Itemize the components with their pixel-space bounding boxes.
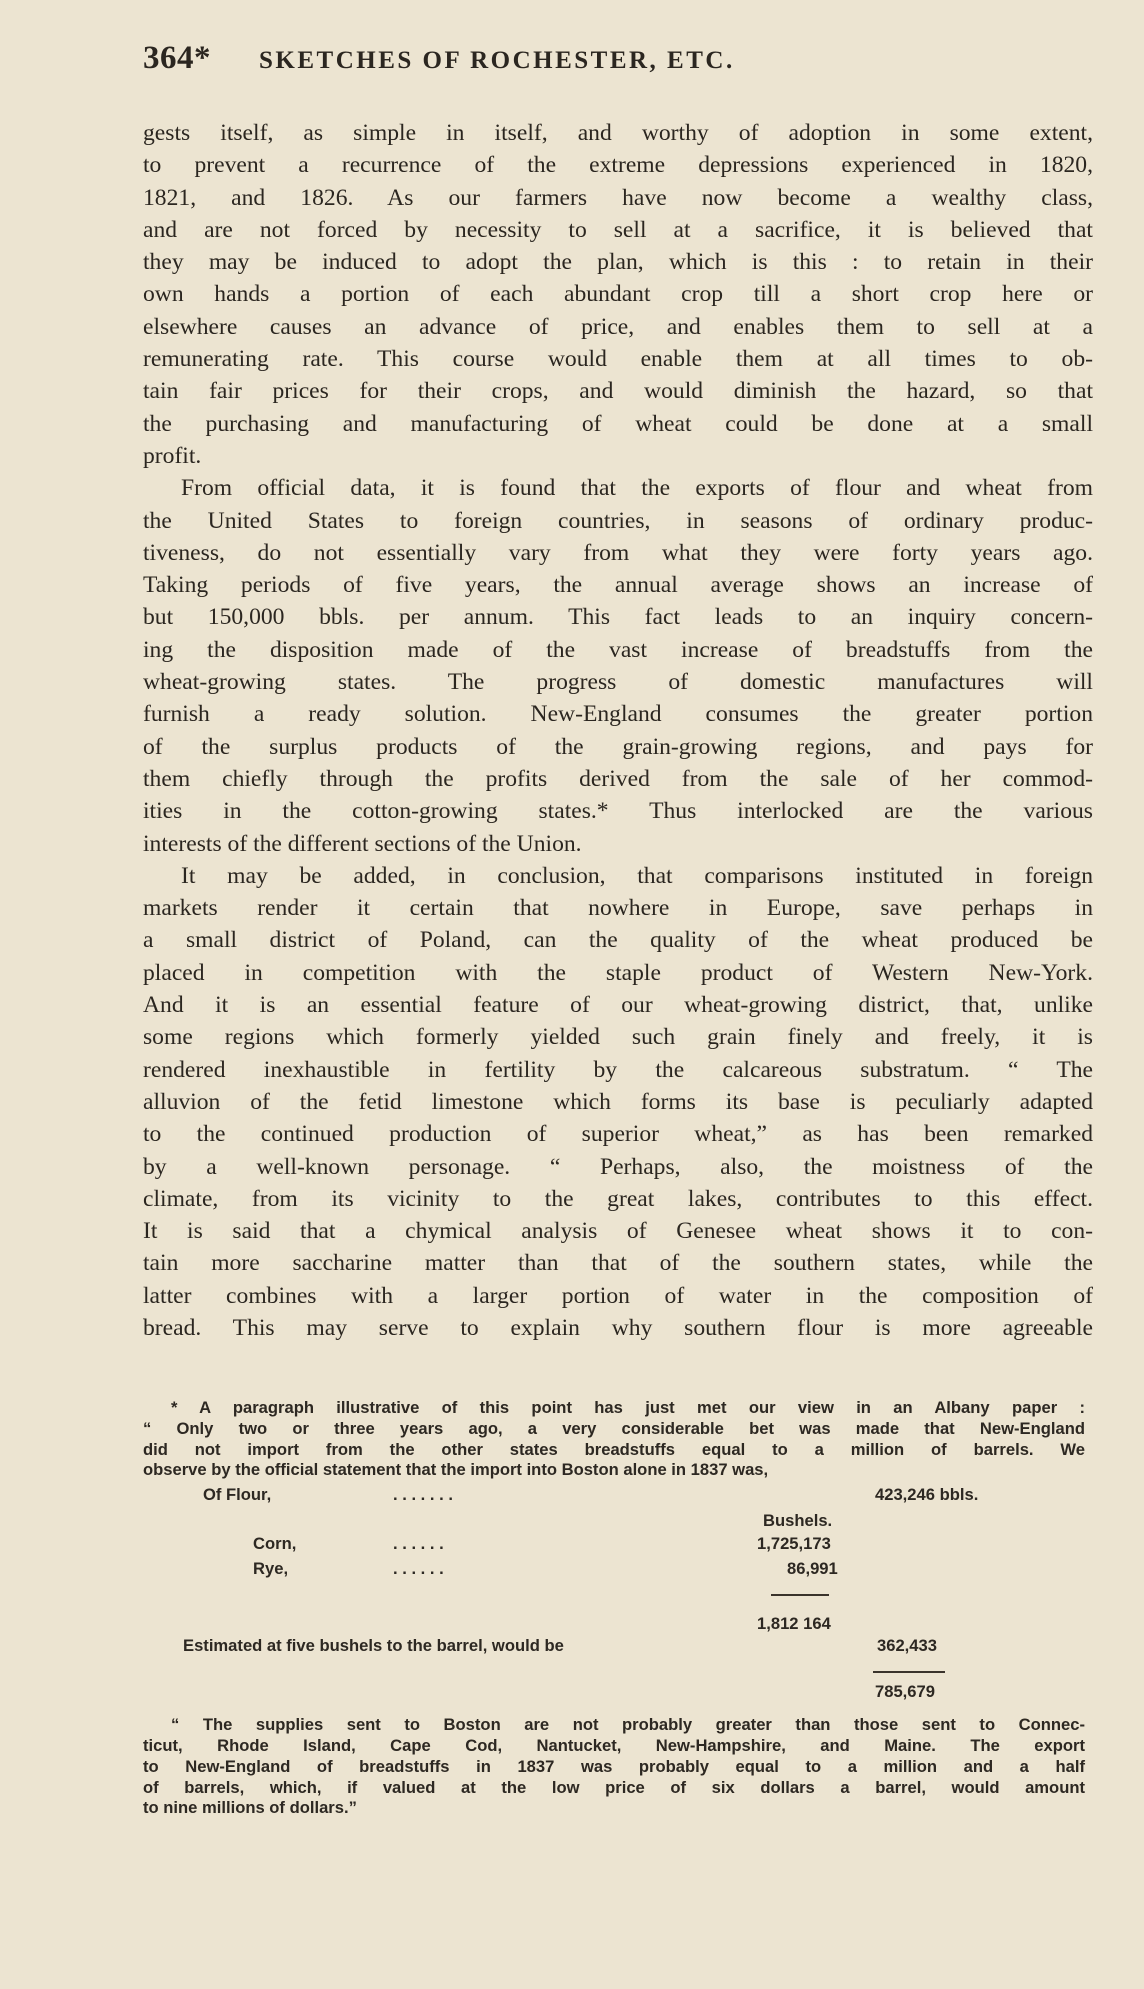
text-line: elsewhere causes an advance of price, and enables them to sell at a <box>143 313 1093 340</box>
footnote-line: * A paragraph illustrative of this point has just met our view in an Albany paper : <box>171 1398 1085 1417</box>
rye-label: Rye, <box>253 1559 289 1579</box>
footnote-line: did not import from the other states breadstuffs equal to a million of barrels. We <box>143 1439 1085 1459</box>
text-line: climate, from its vicinity to the great lakes, contributes to this effect. <box>143 1185 1093 1212</box>
text-line: the United States to foreign countries, in seasons of ordinary produc- <box>143 507 1093 534</box>
text-line: tiveness, do not essentially vary from what they were forty years ago. <box>143 539 1093 566</box>
text-line: 1821, and 1826. As our farmers have now become a wealthy class, <box>143 184 1093 211</box>
text-line: a small district of Poland, can the quality of the wheat produced be <box>143 927 1093 954</box>
text-line: ing the disposition made of the vast increase of breadstuffs from the <box>143 636 1093 663</box>
rye-leader-dots: . . . . . . <box>393 1559 444 1579</box>
text-line: own hands a portion of each abundant crop till a short crop here or <box>143 281 1093 308</box>
text-line: to the continued production of superior wheat,” as has been remarked <box>143 1121 1093 1148</box>
text-line: gests itself, as simple in itself, and worthy of adoption in some extent, <box>143 120 1093 146</box>
text-line: latter combines with a larger portion of water in the composition of <box>143 1282 1093 1309</box>
flour-leader-dots: . . . . . . . <box>393 1485 453 1505</box>
corn-value: 1,725,173 <box>757 1534 831 1554</box>
text-line: but 150,000 bbls. per annum. This fact leads to an inquiry concern- <box>143 604 1093 631</box>
text-line: profit. <box>143 442 202 469</box>
corn-leader-dots: . . . . . . <box>393 1534 444 1554</box>
text-line: some regions which formerly yielded such grain finely and freely, it is <box>143 1024 1093 1051</box>
text-line: and are not forced by necessity to sell at a sacrifice, it is believed that <box>143 216 1093 243</box>
flour-value: 423,246 bbls. <box>875 1485 979 1505</box>
rye-value: 86,991 <box>787 1559 838 1579</box>
text-line: the purchasing and manufacturing of wheat could be done at a small <box>143 410 1093 437</box>
corn-label: Corn, <box>253 1534 297 1554</box>
grand-total: 785,679 <box>875 1682 935 1702</box>
page-number: 364* <box>143 40 211 76</box>
footnote-line: “ The supplies sent to Boston are not probably greater than those sent to Connec- <box>171 1715 1085 1735</box>
import-table <box>143 1481 1085 1741</box>
footnote-line: “ Only two or three years ago, a very considerable bet was made that New-England <box>143 1418 1085 1438</box>
text-line: And it is an essential feature of our wheat-growing district, that, unlike <box>143 992 1093 1019</box>
text-line: ities in the cotton-growing states.* Thus interlocked are the various <box>143 798 1093 825</box>
page-header <box>143 40 1093 90</box>
footnote <box>143 1398 1085 1819</box>
footnote-line: of barrels, which, if valued at the low price of six dollars a barrel, would amount <box>143 1777 1085 1797</box>
text-line: It is said that a chymical analysis of Genesee wheat shows it to con- <box>143 1218 1093 1245</box>
text-line: to prevent a recurrence of the extreme depressions experienced in 1820, <box>143 152 1093 179</box>
estimate-value: 362,433 <box>877 1636 937 1656</box>
text-line: wheat-growing states. The progress of domestic manufactures will <box>143 669 1093 696</box>
bushels-total: 1,812 164 <box>757 1614 831 1634</box>
estimate-label: Estimated at five bushels to the barrel, would be <box>183 1636 564 1656</box>
text-line: bread. This may serve to explain why southern flour is more agreeable <box>143 1314 1093 1341</box>
running-title: SKETCHES OF ROCHESTER, ETC. <box>259 47 735 74</box>
bushels-header: Bushels. <box>763 1511 833 1531</box>
text-line: remunerating rate. This course would enable them at all times to ob- <box>143 346 1093 373</box>
text-line: them chiefly through the profits derived from the sale of her commod- <box>143 765 1093 792</box>
footnote-line: observe by the official statement that the import into Boston alone in 1837 was, <box>143 1460 769 1480</box>
text-line: rendered inexhaustible in fertility by the calcareous substratum. “ The <box>143 1056 1093 1083</box>
text-line: markets render it certain that nowhere in Europe, save perhaps in <box>143 895 1093 922</box>
text-line: It may be added, in conclusion, that comparisons instituted in foreign <box>181 862 1093 889</box>
footnote-line: to nine millions of dollars.” <box>143 1798 357 1818</box>
text-line: interests of the different sections of the Union. <box>143 830 582 857</box>
text-line: tain more saccharine matter than that of the southern states, while the <box>143 1250 1093 1277</box>
text-line: by a well-known personage. “ Perhaps, also, the moistness of the <box>143 1153 1093 1180</box>
text-line: they may be induced to adopt the plan, which is this : to retain in their <box>143 249 1093 276</box>
flour-label: Of Flour, <box>203 1485 272 1505</box>
footnote-line: ticut, Rhode Island, Cape Cod, Nantucket, New-Hampshire, and Maine. The export <box>143 1735 1085 1755</box>
text-line: placed in competition with the staple product of Western New-York. <box>143 959 1093 986</box>
text-line: tain fair prices for their crops, and would diminish the hazard, so that <box>143 378 1093 405</box>
footnote-line: to New-England of breadstuffs in 1837 was probably equal to a million and a half <box>143 1756 1085 1776</box>
text-line: furnish a ready solution. New-England consumes the greater portion <box>143 701 1093 728</box>
text-line: From official data, it is found that the exports of flour and wheat from <box>181 475 1093 502</box>
body-text <box>143 117 1093 1344</box>
bushels-sum-rule <box>771 1594 829 1596</box>
grand-sum-rule <box>873 1671 945 1673</box>
text-line: of the surplus products of the grain-growing regions, and pays for <box>143 733 1093 760</box>
text-line: Taking periods of five years, the annual average shows an increase of <box>143 572 1093 599</box>
text-line: alluvion of the fetid limestone which forms its base is peculiarly adapted <box>143 1088 1093 1115</box>
footnote-intro <box>143 1398 1085 1481</box>
